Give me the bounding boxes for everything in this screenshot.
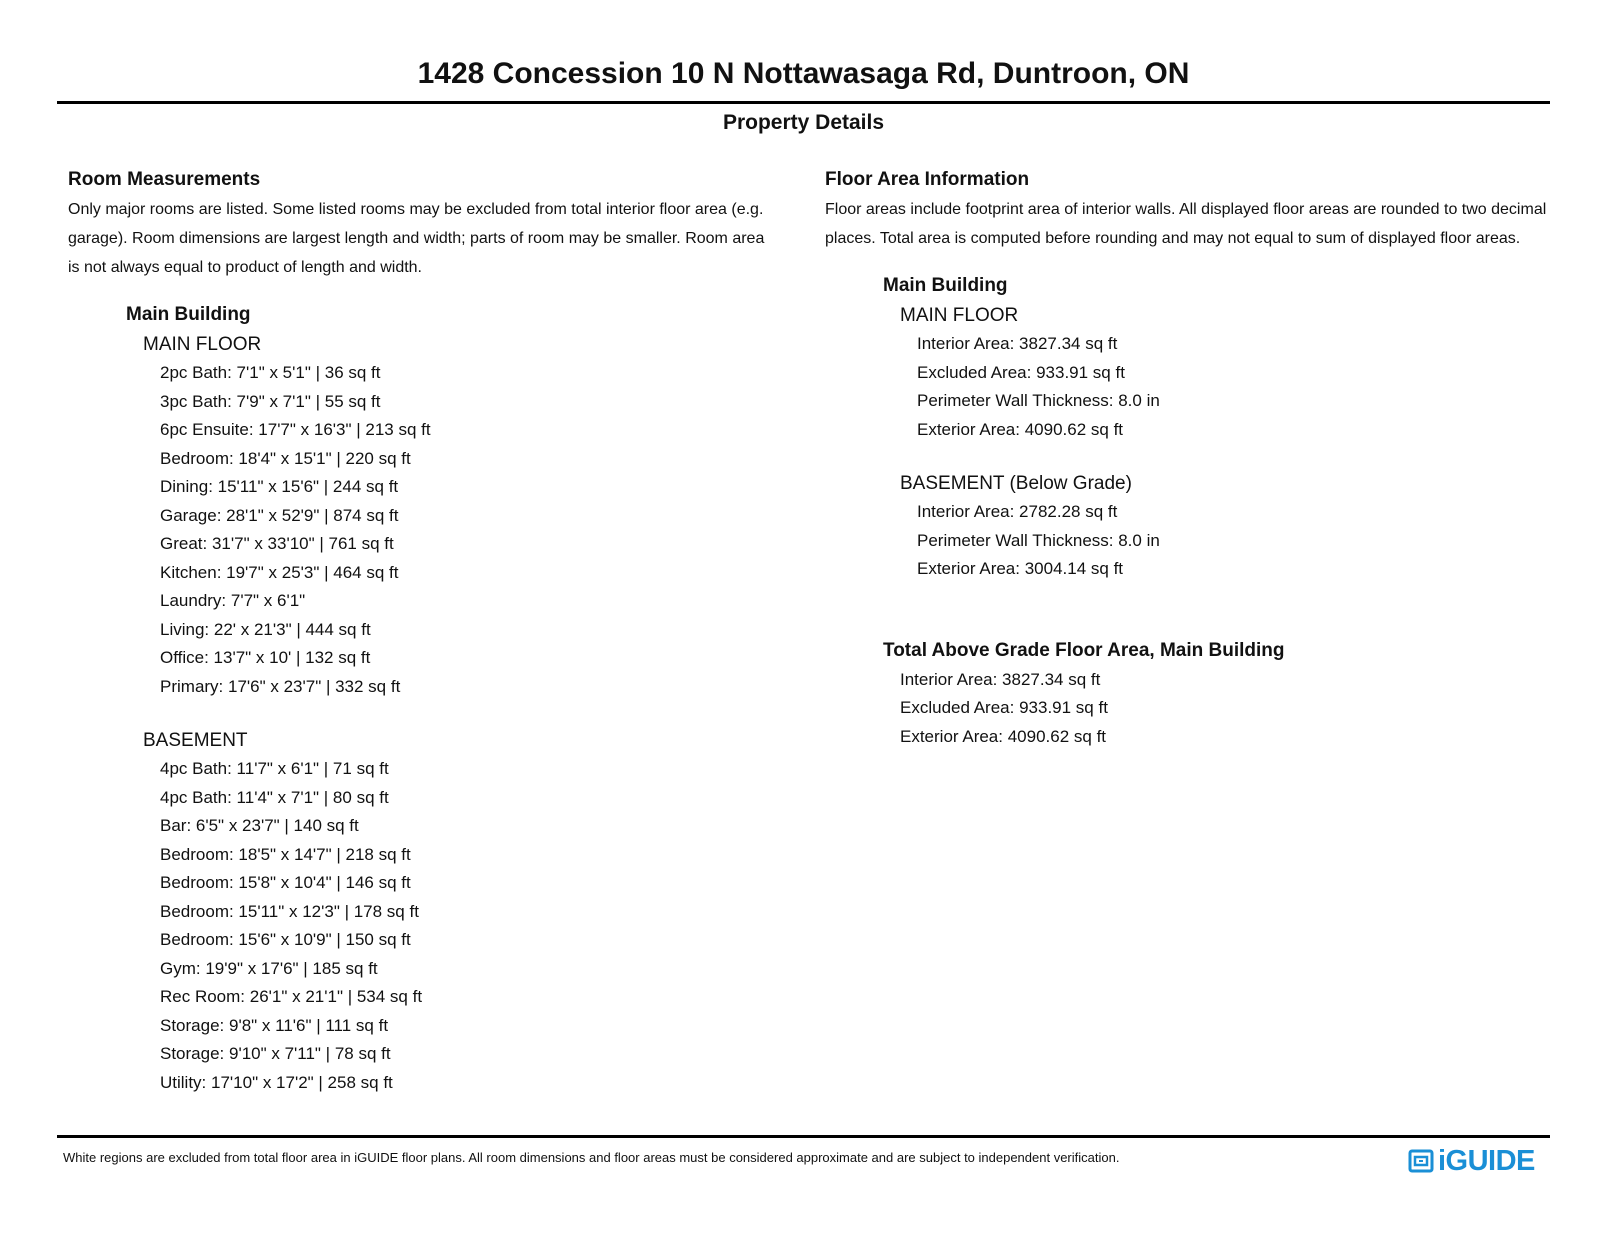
- area-list-main: [917, 330, 1555, 444]
- floor-area-heading: Floor Area Information: [825, 169, 1030, 190]
- total-area-item: Interior Area: 3827.34 sq ft: [900, 669, 1101, 689]
- room-item: Kitchen: 19'7" x 25'3" | 464 sq ft: [160, 562, 399, 582]
- area-item: Exterior Area: 3004.14 sq ft: [917, 559, 1124, 578]
- area-item: Excluded Area: 933.91 sq ft: [917, 362, 1125, 382]
- area-item: Exterior Area: 4090.62 sq ft: [917, 419, 1124, 439]
- room-item: Bedroom: 15'6" x 10'9" | 150 sq ft: [160, 930, 411, 949]
- total-area-heading: Total Above Grade Floor Area, Main Building: [883, 639, 1285, 661]
- room-building-heading: Main Building: [126, 304, 251, 325]
- page-subtitle: Property Details: [722, 111, 885, 134]
- room-item: Laundry: 7'7" x 6'1": [160, 591, 306, 610]
- room-item: 4pc Bath: 11'4" x 7'1" | 80 sq ft: [160, 787, 389, 807]
- room-item: Bar: 6'5" x 23'7" | 140 sq ft: [160, 816, 359, 835]
- area-item: Perimeter Wall Thickness: 8.0 in: [917, 391, 1160, 410]
- area-item: Perimeter Wall Thickness: 8.0 in: [917, 530, 1160, 550]
- room-item: Bedroom: 15'8" x 10'4" | 146 sq ft: [160, 873, 411, 892]
- room-measurements-intro: Only major rooms are listed. Some listed rooms may be excluded from total interior floor area (e.g. garage). Room dimensions are largest length and width; parts of room may be smaller. Room area is not always equal to product of length and width.: [68, 201, 765, 276]
- footer-divider: [57, 1135, 1550, 1138]
- area-building-block: [883, 271, 1555, 751]
- area-floor-heading-main: MAIN FLOOR: [900, 305, 1019, 326]
- room-item: Storage: 9'10" x 7'11" | 78 sq ft: [160, 1044, 391, 1063]
- iguide-logo: [1408, 1144, 1535, 1178]
- floor-area-intro: Floor areas include footprint area of interior walls. All displayed floor areas are rounded to two decimal places. Total area is computed before rounding and may not equal to sum of displayed floor areas.: [825, 201, 1547, 247]
- header-divider: [57, 101, 1550, 104]
- total-area-item: Excluded Area: 933.91 sq ft: [900, 698, 1108, 717]
- room-item: Storage: 9'8" x 11'6" | 111 sq ft: [160, 1015, 389, 1035]
- room-floor-heading-basement: BASEMENT: [143, 730, 248, 751]
- room-item: Utility: 17'10" x 17'2" | 258 sq ft: [160, 1072, 393, 1092]
- total-area-list: [900, 666, 1555, 752]
- room-item: Great: 31'7" x 33'10" | 761 sq ft: [160, 534, 394, 553]
- room-item: Bedroom: 18'4" x 15'1" | 220 sq ft: [160, 448, 411, 468]
- floor-area-section: [825, 165, 1555, 751]
- area-item: Interior Area: 2782.28 sq ft: [917, 502, 1118, 521]
- room-item: Dining: 15'11" x 15'6" | 244 sq ft: [160, 477, 399, 496]
- iguide-logo-text: iGUIDE: [1438, 1144, 1535, 1177]
- area-building-heading: Main Building: [883, 275, 1008, 296]
- room-item: Gym: 19'9" x 17'6" | 185 sq ft: [160, 958, 378, 978]
- room-item: Office: 13'7" x 10' | 132 sq ft: [160, 648, 371, 667]
- footer-disclaimer: White regions are excluded from total floor area in iGUIDE floor plans. All room dimensions and floor areas must be considered approximate and are subject to independent verification.: [63, 1150, 1120, 1165]
- area-item: Interior Area: 3827.34 sq ft: [917, 334, 1118, 353]
- iguide-logo-icon: [1408, 1149, 1434, 1173]
- area-floor-heading-basement: BASEMENT (Below Grade): [900, 473, 1132, 494]
- room-item: 2pc Bath: 7'1" x 5'1" | 36 sq ft: [160, 363, 381, 382]
- room-item: Rec Room: 26'1" x 21'1" | 534 sq ft: [160, 987, 423, 1006]
- room-item: 3pc Bath: 7'9" x 7'1" | 55 sq ft: [160, 391, 381, 411]
- room-item: 4pc Bath: 11'7" x 6'1" | 71 sq ft: [160, 759, 389, 778]
- room-list-main: [160, 359, 780, 701]
- total-area-item: Exterior Area: 4090.62 sq ft: [900, 726, 1107, 746]
- room-floor-heading-main: MAIN FLOOR: [143, 334, 262, 355]
- room-item: 6pc Ensuite: 17'7" x 16'3" | 213 sq ft: [160, 420, 431, 439]
- room-item: Garage: 28'1" x 52'9" | 874 sq ft: [160, 505, 399, 525]
- room-list-basement: [160, 755, 780, 1097]
- page-title: 1428 Concession 10 N Nottawasaga Rd, Duntroon, ON: [417, 57, 1190, 90]
- room-item: Living: 22' x 21'3" | 444 sq ft: [160, 619, 371, 639]
- room-item: Bedroom: 15'11" x 12'3" | 178 sq ft: [160, 901, 419, 921]
- room-measurements-heading: Room Measurements: [68, 169, 261, 190]
- room-measurements-section: [68, 165, 780, 1097]
- room-item: Primary: 17'6" x 23'7" | 332 sq ft: [160, 676, 401, 696]
- area-list-basement: [917, 498, 1555, 584]
- room-building-block: [126, 300, 780, 1097]
- room-item: Bedroom: 18'5" x 14'7" | 218 sq ft: [160, 844, 411, 864]
